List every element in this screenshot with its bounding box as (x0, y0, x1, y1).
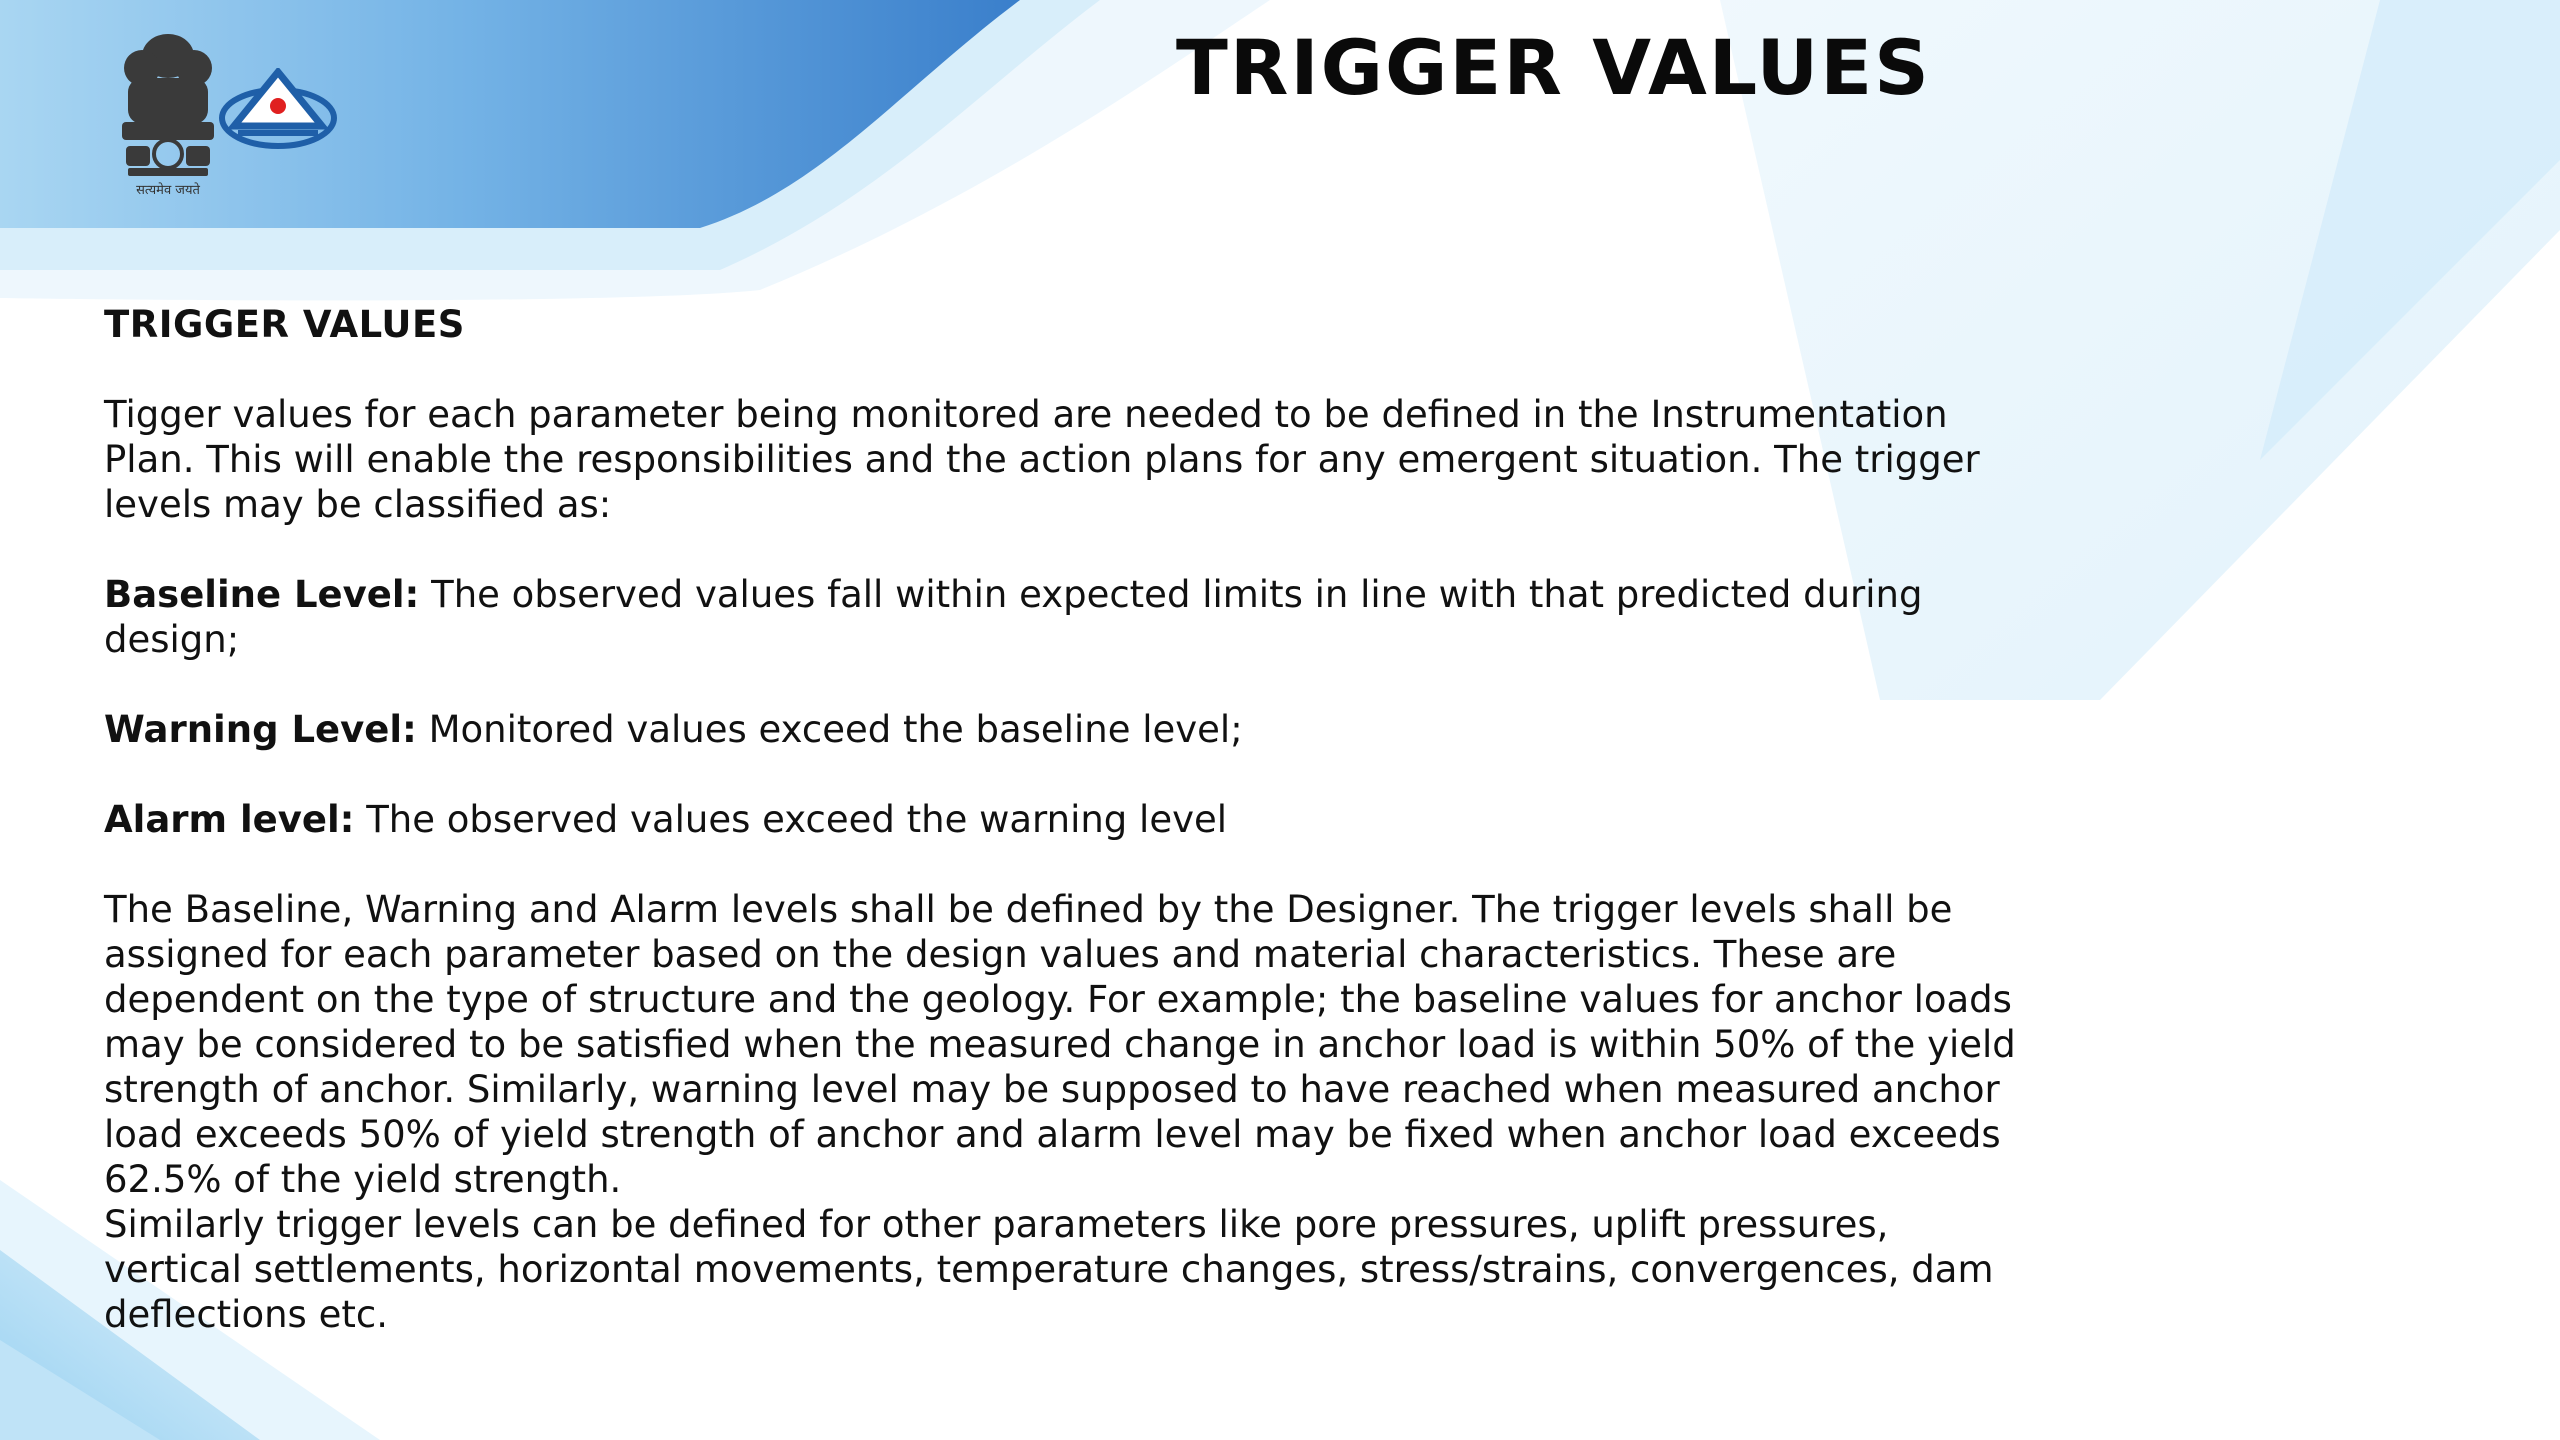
bis-logo-icon (218, 68, 338, 154)
emblem-motto: सत्यमेव जयते (136, 183, 200, 198)
baseline-level-item (104, 572, 2104, 662)
alarm-level-term: Alarm level: (104, 798, 355, 841)
warning-level-term: Warning Level: (104, 708, 417, 751)
alarm-level-item (104, 797, 2104, 842)
section-heading: TRIGGER VALUES (104, 303, 465, 346)
warning-level-item (104, 707, 2104, 752)
state-emblem-icon (108, 26, 228, 198)
baseline-level-term: Baseline Level: (104, 573, 420, 616)
designer-paragraph: The Baseline, Warning and Alarm levels shall be defined by the Designer. The trigger levels shall be assigned for each parameter based on the design values and material characteristics. These are dependent on the type of structure and the geology. For example; the baseline values for anchor loads may be considered to be satisfied when the measured change in anchor load is within 50% of the yield strength of anchor. Similarly, warning level may be supposed to have reached when measured anchor load exceeds 50% of yield strength of anchor and alarm level may be fixed when anchor load exceeds 62.5% of the yield strength. (104, 888, 2016, 1201)
slide-title: TRIGGER VALUES (1176, 23, 1931, 112)
alarm-level-text: The observed values exceed the warning level (354, 798, 1228, 841)
other-parameters-paragraph: Similarly trigger levels can be defined for other parameters like pore pressures, uplift pressures, vertical settlements, horizontal movements, temperature changes, stress/strains, convergences, dam deflections etc. (104, 1203, 1994, 1336)
intro-paragraph: Tigger values for each parameter being monitored are needed to be defined in the Instrumentation Plan. This will enable the responsibilities and the action plans for any emergent situation. The trigger levels may be classified as: (104, 393, 1980, 526)
warning-level-text: Monitored values exceed the baseline level; (416, 708, 1243, 751)
baseline-level-text: The observed values fall within expected limits in line with that predicted during design; (104, 573, 1923, 661)
slide-content (104, 302, 2104, 1337)
